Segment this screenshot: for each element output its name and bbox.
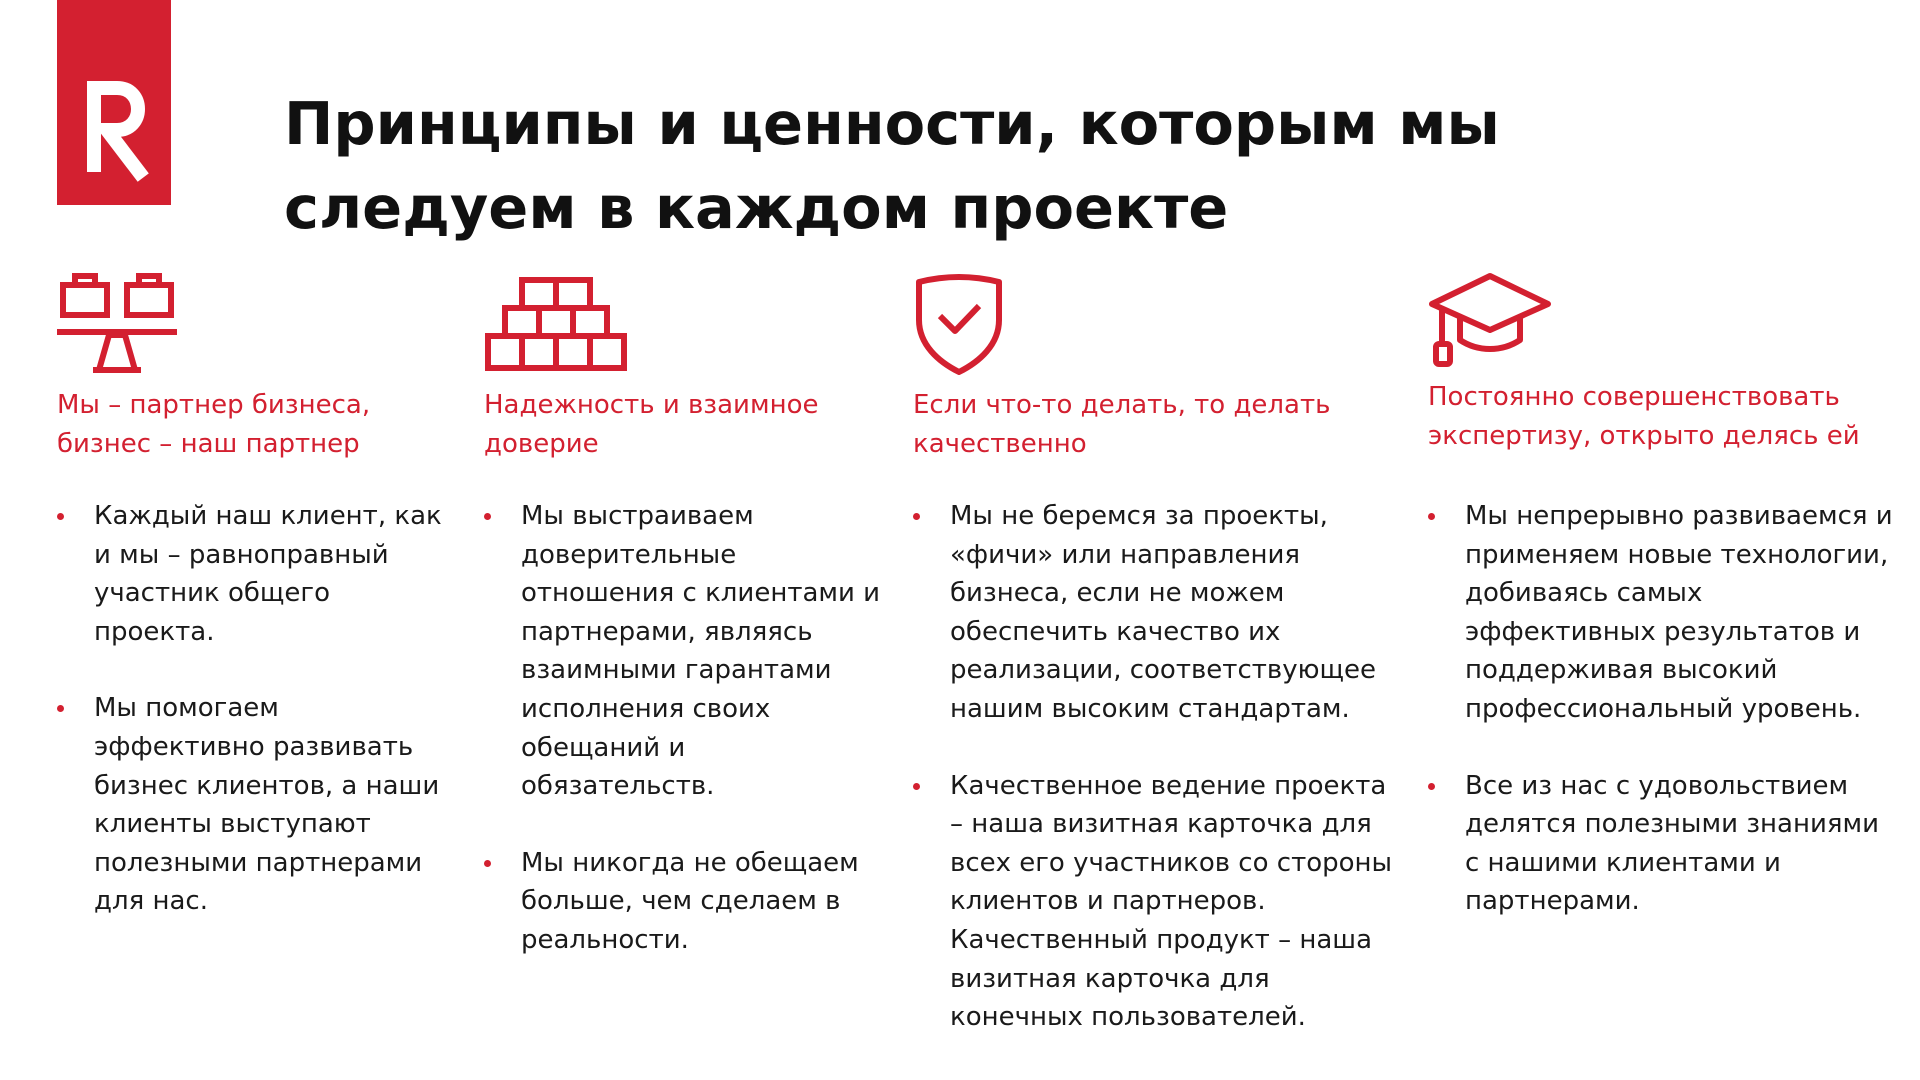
graduation-cap-icon	[1428, 270, 1898, 380]
value-column-expertise	[1428, 270, 1898, 917]
list-item: Мы непрерывно развиваемся и применяем новые технологии, добиваясь самых эффективных результатов и поддерживая высокий профессиональный уровень.	[1428, 497, 1898, 729]
value-column-reliability	[484, 270, 884, 955]
list-item: Мы выстраиваем доверительные отношения с клиентами и партнерами, являясь взаимными гарантами исполнения своих обещаний и обязательств.	[484, 497, 884, 806]
brand-logo	[57, 0, 171, 205]
column-heading: Надежность и взаимное доверие	[484, 390, 819, 459]
column-heading: Мы – партнер бизнеса, бизнес – наш партнер	[57, 390, 371, 459]
list-item: Качественное ведение проекта – наша визитная карточка для всех его участников со стороны клиентов и партнеров. Качественный продукт – наша визитная карточка для конечных пользователей.	[913, 767, 1403, 1037]
list-item: Мы помогаем эффективно развивать бизнес клиентов, а наши клиенты выступают полезными партнерами для нас.	[57, 689, 457, 921]
list-item: Мы не беремся за проекты, «фичи» или направления бизнеса, если не можем обеспечить качество их реализации, соответствующее нашим высоким стандартам.	[913, 497, 1403, 729]
page-title: Принципы и ценности, которым мы следуем в каждом проекте	[284, 89, 1500, 242]
bullet-list	[913, 497, 1403, 1075]
list-item: Мы никогда не обещаем больше, чем сделаем в реальности.	[484, 844, 884, 960]
bullet-list	[484, 497, 884, 998]
value-column-partnership	[57, 270, 457, 917]
shield-check-icon	[913, 270, 1403, 380]
bullet-list	[57, 497, 457, 959]
column-heading: Постоянно совершенствовать экспертизу, открыто делясь ей	[1428, 382, 1860, 451]
column-heading: Если что-то делать, то делать качественно	[913, 390, 1331, 459]
r-logo-icon	[57, 0, 171, 205]
list-item: Каждый наш клиент, как и мы – равноправный участник общего проекта.	[57, 497, 457, 651]
list-item: Все из нас с удовольствием делятся полезными знаниями с нашими клиентами и партнерами.	[1428, 767, 1898, 921]
bullet-list	[1428, 497, 1898, 959]
value-column-quality	[913, 270, 1403, 1033]
scales-icon	[57, 270, 457, 380]
brick-wall-icon	[484, 270, 884, 380]
